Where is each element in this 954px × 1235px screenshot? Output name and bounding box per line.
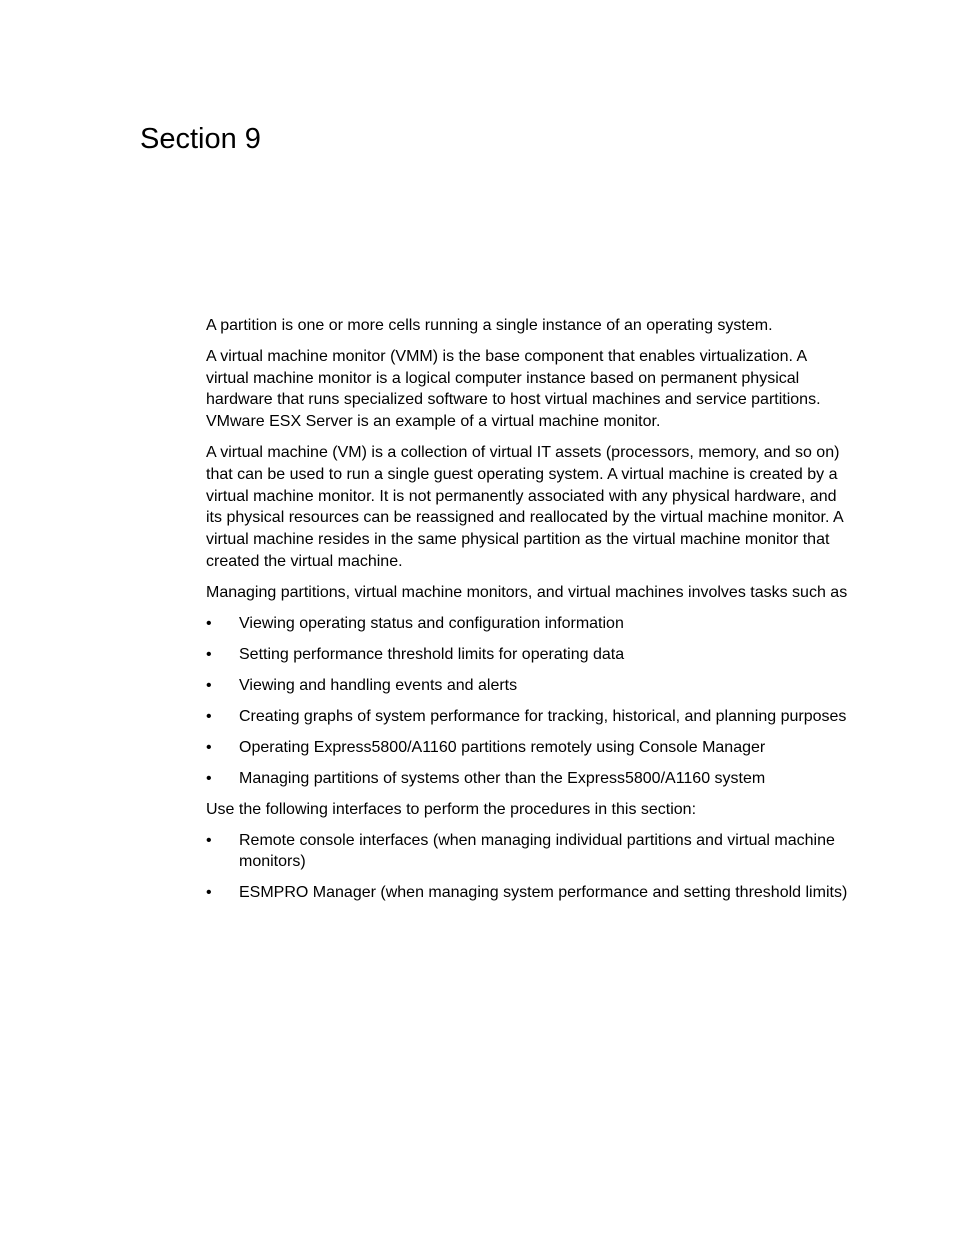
list-item-text: Viewing and handling events and alerts bbox=[239, 676, 518, 694]
list-item bbox=[206, 613, 848, 635]
list-item-text: Creating graphs of system performance for tracking, historical, and planning purposes bbox=[239, 707, 847, 725]
list-item-text: Managing partitions of systems other than the Express5800/A1160 system bbox=[239, 769, 766, 787]
section-body bbox=[206, 315, 848, 913]
list-item-text: ESMPRO Manager (when managing system performance and setting threshold limits) bbox=[239, 884, 848, 902]
bullet-icon: • bbox=[206, 645, 212, 663]
bullet-icon: • bbox=[206, 831, 212, 849]
interfaces-intro-paragraph: Use the following interfaces to perform the procedures in this section: bbox=[206, 800, 697, 818]
bullet-icon: • bbox=[206, 738, 212, 756]
tasks-intro-paragraph: Managing partitions, virtual machine monitors, and virtual machines involves tasks such as bbox=[206, 583, 848, 601]
bullet-icon: • bbox=[206, 769, 212, 787]
list-item-text: Remote console interfaces (when managing individual partitions and virtual machine monitors) bbox=[239, 831, 835, 871]
bullet-icon: • bbox=[206, 614, 212, 632]
bullet-icon: • bbox=[206, 707, 212, 725]
section-heading: Section 9 bbox=[140, 123, 261, 155]
list-item bbox=[206, 737, 848, 759]
tasks-list bbox=[206, 613, 848, 790]
vm-definition-paragraph: A virtual machine (VM) is a collection of virtual IT assets (processors, memory, and so on) that can be used to run a single guest operating system. A virtual machine is created by a virtual machine monitor. It is not permanently associated with any physical hardware, and its physical resources can be reassigned and reallocated by the virtual machine monitor. A virtual machine resides in the same physical partition as the virtual machine monitor that created the virtual machine. bbox=[206, 444, 843, 570]
list-item bbox=[206, 830, 848, 873]
list-item-text: Setting performance threshold limits for operating data bbox=[239, 645, 625, 663]
vmm-definition-paragraph: A virtual machine monitor (VMM) is the base component that enables virtualization. A virtual machine monitor is a logical computer instance based on permanent physical hardware that runs specialized software to host virtual machines and service partitions. VMware ESX Server is an example of a virtual machine monitor. bbox=[206, 348, 821, 431]
list-item bbox=[206, 644, 848, 666]
list-item bbox=[206, 706, 848, 728]
partition-definition-paragraph: A partition is one or more cells running a single instance of an operating system. bbox=[206, 317, 773, 334]
list-item-text: Viewing operating status and configuration information bbox=[239, 614, 624, 632]
list-item bbox=[206, 882, 848, 904]
bullet-icon: • bbox=[206, 884, 212, 902]
interfaces-list bbox=[206, 830, 848, 904]
bullet-icon: • bbox=[206, 676, 212, 694]
list-item bbox=[206, 675, 848, 697]
list-item-text: Operating Express5800/A1160 partitions remotely using Console Manager bbox=[239, 738, 766, 756]
list-item bbox=[206, 768, 848, 790]
